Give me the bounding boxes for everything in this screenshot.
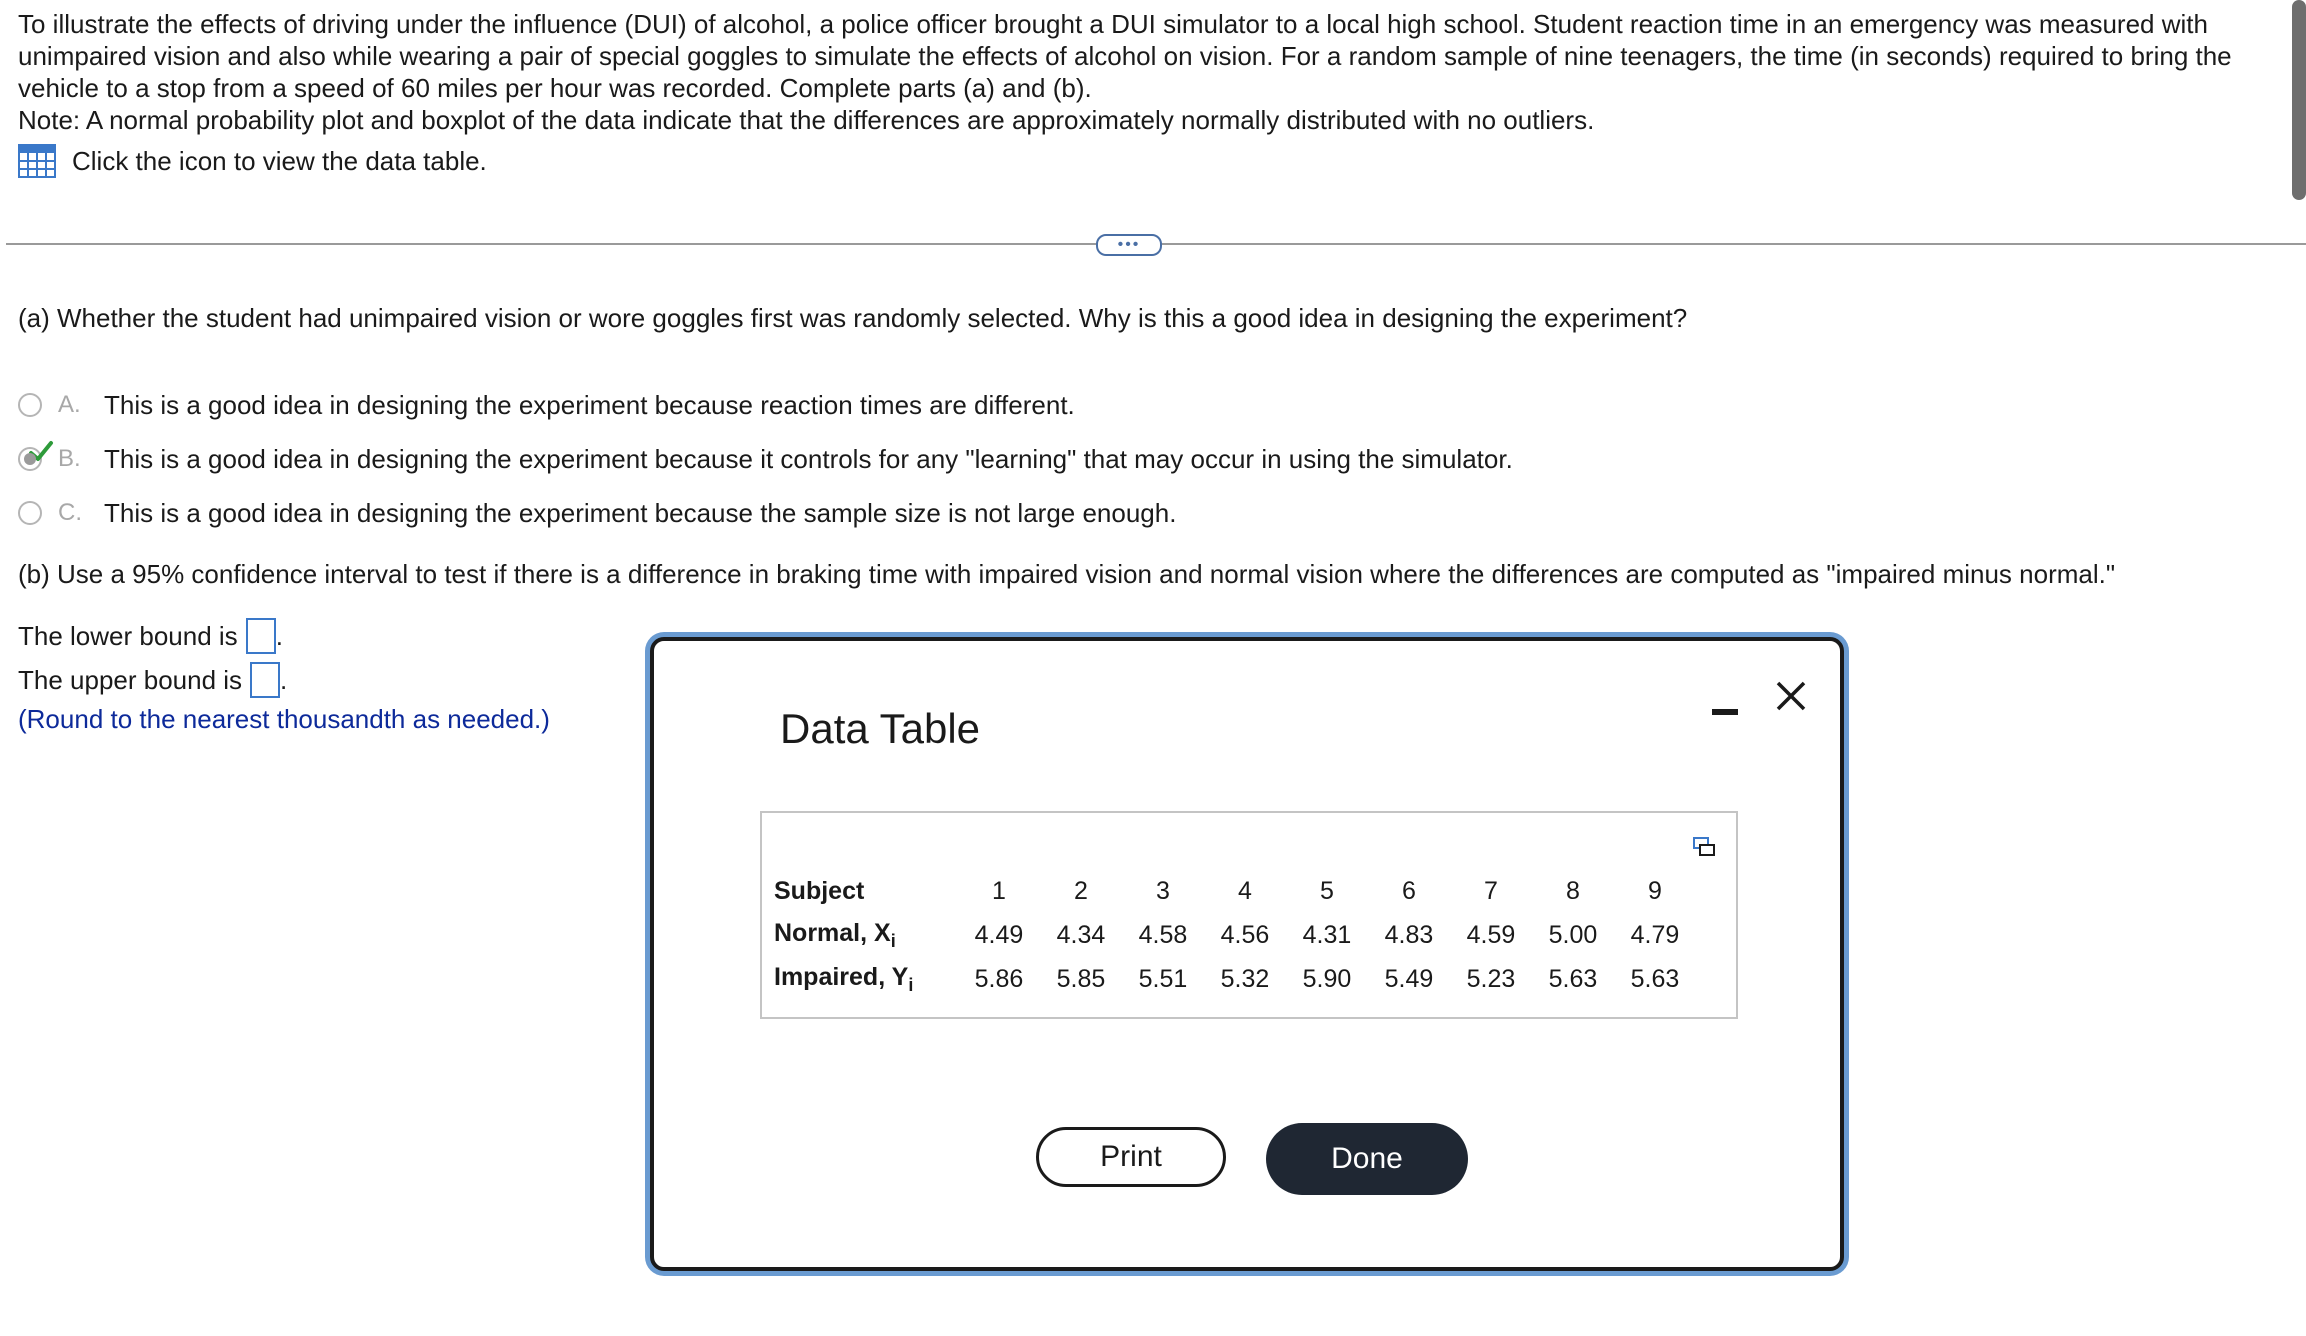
table-row-subject <box>774 869 1696 913</box>
table-cell: 5 <box>1320 876 1334 905</box>
table-cell: 5.86 <box>974 964 1024 993</box>
table-cell: 5.63 <box>1548 964 1598 993</box>
table-cell: 5.85 <box>1056 964 1106 993</box>
table-row-normal <box>774 913 1696 957</box>
data-table-link-text[interactable]: Click the icon to view the data table. <box>72 146 487 176</box>
expand-button[interactable]: ••• <box>1096 234 1162 256</box>
subscript: i <box>890 930 896 951</box>
radio-button-c[interactable] <box>18 501 42 525</box>
vertical-scrollbar[interactable] <box>2292 0 2306 200</box>
period: . <box>280 664 288 695</box>
data-table <box>774 869 1696 1001</box>
table-cell: 5.23 <box>1466 964 1516 993</box>
table-cell: 6 <box>1402 876 1416 905</box>
table-cell: 8 <box>1566 876 1580 905</box>
table-cell: 4 <box>1238 876 1252 905</box>
table-cell: 5.49 <box>1384 964 1434 993</box>
radio-button-a[interactable] <box>18 393 42 417</box>
upper-bound-row <box>18 658 550 702</box>
table-cell: 1 <box>992 876 1006 905</box>
option-text: This is a good idea in designing the experiment because the sample size is not large enough. <box>104 497 1177 528</box>
table-cell: 4.83 <box>1384 920 1434 949</box>
table-cell: 4.49 <box>974 920 1024 949</box>
data-table-link[interactable] <box>18 144 2248 178</box>
option-text: This is a good idea in designing the experiment because reaction times are different. <box>104 389 1075 420</box>
row-header-normal-text: Normal, X <box>774 918 891 947</box>
table-cell: 9 <box>1648 876 1662 905</box>
minimize-icon[interactable] <box>1710 697 1740 727</box>
option-letter: A. <box>58 391 81 418</box>
table-cell: 5.32 <box>1220 964 1270 993</box>
lower-bound-row <box>18 614 550 658</box>
intro-line-2: unimpaired vision and also while wearing a pair of special goggles to simulate the effects of alcohol on vision. For a random sample of nine teenagers, the time (in seconds) required to bring the <box>18 41 2232 71</box>
bounds-answer-area <box>18 614 550 735</box>
row-header-subject: Subject <box>774 876 865 905</box>
part-a-options <box>18 378 1513 540</box>
table-cell: 5.90 <box>1302 964 1352 993</box>
period: . <box>275 620 283 651</box>
table-cell: 4.58 <box>1138 920 1188 949</box>
option-a[interactable] <box>18 378 1513 432</box>
option-c[interactable] <box>18 486 1513 540</box>
table-cell: 4.31 <box>1302 920 1352 949</box>
table-cell: 5.51 <box>1138 964 1188 993</box>
table-cell: 5.00 <box>1548 920 1598 949</box>
row-header-impaired <box>774 957 958 1001</box>
lower-bound-label: The lower bound is <box>18 620 238 651</box>
data-table-icon[interactable] <box>18 144 56 178</box>
lower-bound-input[interactable] <box>246 618 276 654</box>
table-cell: 4.79 <box>1630 920 1680 949</box>
table-cell: 7 <box>1484 876 1498 905</box>
row-header-impaired-text: Impaired, Y <box>774 962 909 991</box>
data-table-dialog <box>650 637 1844 1271</box>
rounding-note: (Round to the nearest thousandth as needed.) <box>18 704 550 734</box>
table-row-impaired <box>774 957 1696 1001</box>
close-icon[interactable] <box>1772 677 1810 715</box>
intro-line-1: To illustrate the effects of driving under the influence (DUI) of alcohol, a police officer brought a DUI simulator to a local high school. Student reaction time in an emergency was measured with <box>18 9 2208 39</box>
option-letter: B. <box>58 445 81 472</box>
part-a-question: (a) Whether the student had unimpaired vision or wore goggles first was randomly selected. Why is this a good idea in designing the experiment? <box>18 303 1688 333</box>
option-letter: C. <box>58 499 82 526</box>
table-cell: 4.59 <box>1466 920 1516 949</box>
part-b-question: (b) Use a 95% confidence interval to test if there is a difference in braking time with impaired vision and normal vision where the differences are computed as "impaired minus normal." <box>18 559 2116 589</box>
row-header-normal <box>774 913 958 957</box>
option-text: This is a good idea in designing the experiment because it controls for any "learning" that may occur in using the simulator. <box>104 443 1513 474</box>
upper-bound-input[interactable] <box>250 662 280 698</box>
table-cell: 4.34 <box>1056 920 1106 949</box>
print-button[interactable]: Print <box>1036 1127 1226 1187</box>
option-b[interactable] <box>18 432 1513 486</box>
table-cell: 2 <box>1074 876 1088 905</box>
table-cell: 3 <box>1156 876 1170 905</box>
dialog-title: Data Table <box>780 705 981 752</box>
radio-button-b[interactable] <box>18 447 42 471</box>
upper-bound-label: The upper bound is <box>18 664 243 695</box>
table-cell: 4.56 <box>1220 920 1270 949</box>
copy-icon[interactable] <box>1692 835 1716 859</box>
problem-statement <box>18 8 2248 178</box>
data-table-container <box>760 811 1738 1019</box>
done-button[interactable]: Done <box>1266 1123 1468 1195</box>
intro-note: Note: A normal probability plot and boxplot of the data indicate that the differences are approximately normally distributed with no outliers. <box>18 105 1595 135</box>
subscript: i <box>908 974 914 995</box>
intro-line-3: vehicle to a stop from a speed of 60 miles per hour was recorded. Complete parts (a) and (b). <box>18 73 1092 103</box>
table-cell: 5.63 <box>1630 964 1680 993</box>
correct-check-icon <box>28 439 54 465</box>
